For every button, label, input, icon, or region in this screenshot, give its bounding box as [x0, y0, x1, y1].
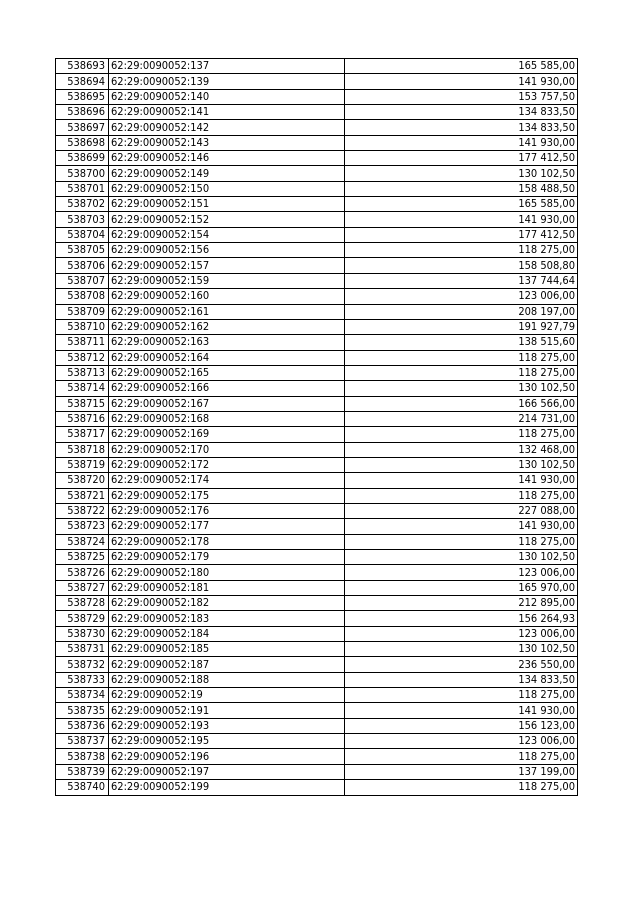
row-id-cell: 538704 — [56, 227, 109, 242]
cadastral-value-cell: 134 833,50 — [345, 672, 578, 687]
cadastral-value-cell: 123 006,00 — [345, 289, 578, 304]
row-id-cell: 538718 — [56, 442, 109, 457]
cadastral-number-cell: 62:29:0090052:161 — [109, 304, 345, 319]
cadastral-value-cell: 165 970,00 — [345, 580, 578, 595]
cadastral-number-cell: 62:29:0090052:199 — [109, 780, 345, 795]
table-row — [56, 105, 578, 120]
cadastral-number-cell: 62:29:0090052:178 — [109, 534, 345, 549]
cadastral-value-cell: 208 197,00 — [345, 304, 578, 319]
cadastral-value-cell: 137 199,00 — [345, 764, 578, 779]
cadastral-value-cell: 118 275,00 — [345, 365, 578, 380]
table-row — [56, 626, 578, 641]
cadastral-number-cell: 62:29:0090052:177 — [109, 519, 345, 534]
cadastral-number-cell: 62:29:0090052:187 — [109, 657, 345, 672]
cadastral-number-cell: 62:29:0090052:150 — [109, 181, 345, 196]
row-id-cell: 538716 — [56, 411, 109, 426]
table-row — [56, 596, 578, 611]
row-id-cell: 538720 — [56, 473, 109, 488]
row-id-cell: 538699 — [56, 151, 109, 166]
row-id-cell: 538709 — [56, 304, 109, 319]
table-row — [56, 335, 578, 350]
row-id-cell: 538711 — [56, 335, 109, 350]
cadastral-value-cell: 141 930,00 — [345, 703, 578, 718]
row-id-cell: 538715 — [56, 396, 109, 411]
row-id-cell: 538708 — [56, 289, 109, 304]
cadastral-number-cell: 62:29:0090052:197 — [109, 764, 345, 779]
row-id-cell: 538732 — [56, 657, 109, 672]
row-id-cell: 538696 — [56, 105, 109, 120]
row-id-cell: 538731 — [56, 642, 109, 657]
row-id-cell: 538735 — [56, 703, 109, 718]
row-id-cell: 538706 — [56, 258, 109, 273]
cadastral-value-cell: 118 275,00 — [345, 488, 578, 503]
cadastral-number-cell: 62:29:0090052:141 — [109, 105, 345, 120]
cadastral-number-cell: 62:29:0090052:184 — [109, 626, 345, 641]
cadastral-value-cell: 158 488,50 — [345, 181, 578, 196]
table-row — [56, 212, 578, 227]
row-id-cell: 538713 — [56, 365, 109, 380]
cadastral-value-cell: 141 930,00 — [345, 212, 578, 227]
row-id-cell: 538733 — [56, 672, 109, 687]
cadastral-value-cell: 118 275,00 — [345, 780, 578, 795]
row-id-cell: 538702 — [56, 197, 109, 212]
table-row — [56, 780, 578, 795]
cadastral-number-cell: 62:29:0090052:152 — [109, 212, 345, 227]
row-id-cell: 538705 — [56, 243, 109, 258]
table-row — [56, 503, 578, 518]
row-id-cell: 538727 — [56, 580, 109, 595]
cadastral-value-cell: 165 585,00 — [345, 59, 578, 74]
table-row — [56, 718, 578, 733]
cadastral-value-cell: 118 275,00 — [345, 427, 578, 442]
cadastral-value-cell: 141 930,00 — [345, 473, 578, 488]
row-id-cell: 538721 — [56, 488, 109, 503]
row-id-cell: 538739 — [56, 764, 109, 779]
table-row — [56, 273, 578, 288]
cadastral-number-cell: 62:29:0090052:176 — [109, 503, 345, 518]
table-row — [56, 411, 578, 426]
row-id-cell: 538695 — [56, 89, 109, 104]
cadastral-value-cell: 153 757,50 — [345, 89, 578, 104]
row-id-cell: 538737 — [56, 734, 109, 749]
cadastral-value-cell: 165 585,00 — [345, 197, 578, 212]
table-row — [56, 89, 578, 104]
cadastral-value-cell: 177 412,50 — [345, 227, 578, 242]
cadastral-value-cell: 141 930,00 — [345, 135, 578, 150]
row-id-cell: 538729 — [56, 611, 109, 626]
cadastral-number-cell: 62:29:0090052:156 — [109, 243, 345, 258]
cadastral-value-cell: 130 102,50 — [345, 381, 578, 396]
table-row — [56, 151, 578, 166]
cadastral-number-cell: 62:29:0090052:196 — [109, 749, 345, 764]
cadastral-value-cell: 156 123,00 — [345, 718, 578, 733]
table-row — [56, 642, 578, 657]
cadastral-number-cell: 62:29:0090052:137 — [109, 59, 345, 74]
cadastral-number-cell: 62:29:0090052:19 — [109, 688, 345, 703]
cadastral-number-cell: 62:29:0090052:166 — [109, 381, 345, 396]
table-row — [56, 473, 578, 488]
cadastral-number-cell: 62:29:0090052:191 — [109, 703, 345, 718]
cadastral-value-cell: 158 508,80 — [345, 258, 578, 273]
cadastral-value-cell: 134 833,50 — [345, 120, 578, 135]
cadastral-number-cell: 62:29:0090052:151 — [109, 197, 345, 212]
row-id-cell: 538722 — [56, 503, 109, 518]
cadastral-value-cell: 118 275,00 — [345, 534, 578, 549]
cadastral-number-cell: 62:29:0090052:168 — [109, 411, 345, 426]
table-row — [56, 181, 578, 196]
cadastral-number-cell: 62:29:0090052:160 — [109, 289, 345, 304]
row-id-cell: 538698 — [56, 135, 109, 150]
table-row — [56, 534, 578, 549]
table-row — [56, 764, 578, 779]
cadastral-value-cell: 118 275,00 — [345, 243, 578, 258]
table-row — [56, 565, 578, 580]
table-row — [56, 457, 578, 472]
row-id-cell: 538717 — [56, 427, 109, 442]
table-row — [56, 611, 578, 626]
cadastral-value-cell: 123 006,00 — [345, 565, 578, 580]
cadastral-value-cell: 138 515,60 — [345, 335, 578, 350]
table-row — [56, 289, 578, 304]
table-row — [56, 227, 578, 242]
row-id-cell: 538734 — [56, 688, 109, 703]
table-row — [56, 304, 578, 319]
cadastral-number-cell: 62:29:0090052:163 — [109, 335, 345, 350]
cadastral-number-cell: 62:29:0090052:179 — [109, 550, 345, 565]
table-row — [56, 120, 578, 135]
cadastral-number-cell: 62:29:0090052:149 — [109, 166, 345, 181]
cadastral-value-cell: 130 102,50 — [345, 166, 578, 181]
cadastral-number-cell: 62:29:0090052:170 — [109, 442, 345, 457]
cadastral-value-cell: 130 102,50 — [345, 550, 578, 565]
table-row — [56, 734, 578, 749]
row-id-cell: 538740 — [56, 780, 109, 795]
cadastral-number-cell: 62:29:0090052:157 — [109, 258, 345, 273]
row-id-cell: 538693 — [56, 59, 109, 74]
row-id-cell: 538694 — [56, 74, 109, 89]
row-id-cell: 538736 — [56, 718, 109, 733]
table-row — [56, 657, 578, 672]
table-body — [56, 59, 578, 796]
row-id-cell: 538738 — [56, 749, 109, 764]
cadastral-number-cell: 62:29:0090052:185 — [109, 642, 345, 657]
cadastral-number-cell: 62:29:0090052:180 — [109, 565, 345, 580]
row-id-cell: 538712 — [56, 350, 109, 365]
cadastral-number-cell: 62:29:0090052:169 — [109, 427, 345, 442]
table-row — [56, 427, 578, 442]
cadastral-value-table — [55, 58, 578, 796]
row-id-cell: 538728 — [56, 596, 109, 611]
cadastral-number-cell: 62:29:0090052:159 — [109, 273, 345, 288]
table-row — [56, 258, 578, 273]
cadastral-number-cell: 62:29:0090052:188 — [109, 672, 345, 687]
table-row — [56, 703, 578, 718]
row-id-cell: 538703 — [56, 212, 109, 227]
row-id-cell: 538697 — [56, 120, 109, 135]
table-row — [56, 197, 578, 212]
cadastral-number-cell: 62:29:0090052:183 — [109, 611, 345, 626]
cadastral-value-cell: 130 102,50 — [345, 642, 578, 657]
row-id-cell: 538724 — [56, 534, 109, 549]
cadastral-number-cell: 62:29:0090052:146 — [109, 151, 345, 166]
table-row — [56, 688, 578, 703]
table-row — [56, 350, 578, 365]
row-id-cell: 538714 — [56, 381, 109, 396]
cadastral-value-cell: 236 550,00 — [345, 657, 578, 672]
cadastral-value-cell: 137 744,64 — [345, 273, 578, 288]
cadastral-value-cell: 123 006,00 — [345, 734, 578, 749]
cadastral-value-cell: 227 088,00 — [345, 503, 578, 518]
table-row — [56, 519, 578, 534]
table-row — [56, 243, 578, 258]
cadastral-number-cell: 62:29:0090052:142 — [109, 120, 345, 135]
cadastral-number-cell: 62:29:0090052:172 — [109, 457, 345, 472]
cadastral-value-cell: 156 264,93 — [345, 611, 578, 626]
table-row — [56, 319, 578, 334]
table-row — [56, 749, 578, 764]
cadastral-value-cell: 118 275,00 — [345, 749, 578, 764]
cadastral-number-cell: 62:29:0090052:167 — [109, 396, 345, 411]
cadastral-value-cell: 118 275,00 — [345, 688, 578, 703]
cadastral-value-cell: 214 731,00 — [345, 411, 578, 426]
row-id-cell: 538726 — [56, 565, 109, 580]
row-id-cell: 538723 — [56, 519, 109, 534]
table-row — [56, 396, 578, 411]
table-row — [56, 442, 578, 457]
cadastral-value-cell: 132 468,00 — [345, 442, 578, 457]
row-id-cell: 538701 — [56, 181, 109, 196]
cadastral-number-cell: 62:29:0090052:154 — [109, 227, 345, 242]
row-id-cell: 538725 — [56, 550, 109, 565]
cadastral-number-cell: 62:29:0090052:195 — [109, 734, 345, 749]
row-id-cell: 538707 — [56, 273, 109, 288]
table-row — [56, 381, 578, 396]
cadastral-value-cell: 134 833,50 — [345, 105, 578, 120]
table-row — [56, 488, 578, 503]
table-row — [56, 59, 578, 74]
cadastral-value-cell: 118 275,00 — [345, 350, 578, 365]
cadastral-value-cell: 177 412,50 — [345, 151, 578, 166]
table-row — [56, 672, 578, 687]
cadastral-number-cell: 62:29:0090052:175 — [109, 488, 345, 503]
cadastral-value-cell: 191 927,79 — [345, 319, 578, 334]
cadastral-number-cell: 62:29:0090052:140 — [109, 89, 345, 104]
cadastral-number-cell: 62:29:0090052:143 — [109, 135, 345, 150]
cadastral-value-cell: 130 102,50 — [345, 457, 578, 472]
row-id-cell: 538730 — [56, 626, 109, 641]
row-id-cell: 538700 — [56, 166, 109, 181]
table-row — [56, 135, 578, 150]
table-row — [56, 74, 578, 89]
cadastral-value-cell: 141 930,00 — [345, 519, 578, 534]
row-id-cell: 538719 — [56, 457, 109, 472]
table-row — [56, 166, 578, 181]
cadastral-number-cell: 62:29:0090052:162 — [109, 319, 345, 334]
cadastral-number-cell: 62:29:0090052:164 — [109, 350, 345, 365]
cadastral-number-cell: 62:29:0090052:193 — [109, 718, 345, 733]
cadastral-number-cell: 62:29:0090052:139 — [109, 74, 345, 89]
table-row — [56, 580, 578, 595]
cadastral-value-cell: 123 006,00 — [345, 626, 578, 641]
table-row — [56, 550, 578, 565]
row-id-cell: 538710 — [56, 319, 109, 334]
cadastral-value-cell: 212 895,00 — [345, 596, 578, 611]
cadastral-number-cell: 62:29:0090052:182 — [109, 596, 345, 611]
cadastral-value-cell: 141 930,00 — [345, 74, 578, 89]
cadastral-value-cell: 166 566,00 — [345, 396, 578, 411]
cadastral-number-cell: 62:29:0090052:174 — [109, 473, 345, 488]
table-row — [56, 365, 578, 380]
cadastral-number-cell: 62:29:0090052:181 — [109, 580, 345, 595]
cadastral-number-cell: 62:29:0090052:165 — [109, 365, 345, 380]
